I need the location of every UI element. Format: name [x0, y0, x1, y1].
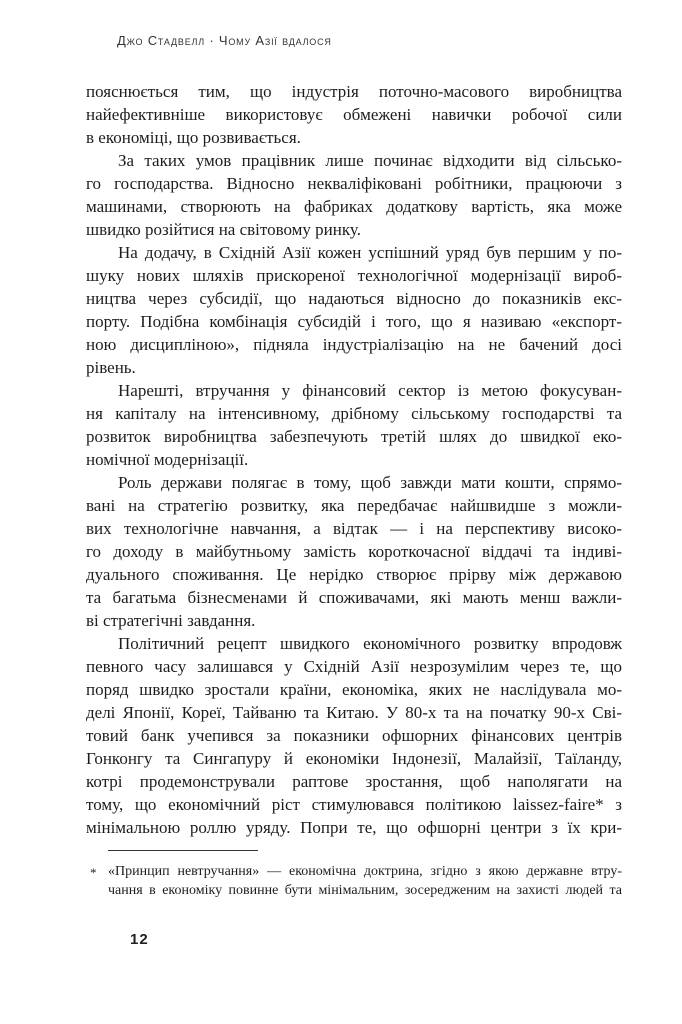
text-line: в економіці, що розвивається.: [86, 128, 301, 147]
text-line: «Принцип невтручання» — економічна доктрина, згідно з якою державне втру-: [108, 864, 622, 879]
text-line: рівень.: [86, 358, 136, 377]
text-line: найефективніше використовує обмежені навички робочої сили: [86, 105, 622, 124]
text-line: вані на стратегію розвитку, яка передбачає найшвидше з можли-: [86, 496, 622, 515]
text-line: машинами, створюють на фабриках додаткову вартість, яка може: [86, 197, 622, 216]
text-line: швидко розійтися на світовому ринку.: [86, 220, 361, 239]
text-line: порту. Подібна комбінація субсидій і того, що я називаю «експорт-: [86, 312, 622, 331]
text-line: поряд швидко зростали країни, економіка, яких не наслідувала мо-: [86, 680, 622, 699]
text-line: Політичний рецепт швидкого економічного розвитку впродовж: [118, 634, 622, 653]
text-line: певного часу залишався у Східній Азії незрозумілим через те, що: [86, 657, 622, 676]
text-line: Роль держави полягає в тому, щоб завжди мати кошти, спрямо-: [118, 473, 622, 492]
paragraph: [86, 632, 622, 839]
text-line: мінімальною роллю уряду. Попри те, що офшорні центри з їх кри-: [86, 818, 622, 837]
footnote: [86, 862, 622, 900]
text-line: та багатьма бізнесменами й споживачами, які мають менш важли-: [86, 588, 622, 607]
text-line: номічної модернізації.: [86, 450, 249, 469]
text-line: ною дисципліною», підняла індустріалізацію на не бачений досі: [86, 335, 622, 354]
text-line: делі Японії, Кореї, Тайваню та Китаю. У 80-х та на початку 90-х Сві-: [86, 703, 622, 722]
text-line: котрі продемонстрували раптове зростання, щоб наполягати на: [86, 772, 622, 791]
paragraph: [86, 379, 622, 471]
text-line: тому, що економічний ріст стимулювався політикою laissez-faire* з: [86, 795, 622, 814]
text-line: ня капіталу на інтенсивному, дрібному сільському господарстві та: [86, 404, 622, 423]
paragraph: [86, 241, 622, 379]
footnote-marker: *: [90, 865, 97, 880]
text-line: чання в економіку повинне бути мінімальним, зосередженим на захисті людей та: [108, 883, 622, 898]
text-line: пояснюється тим, що індустрія поточно-масового виробництва: [86, 82, 622, 101]
text-line: го господарства. Відносно некваліфіковані робітники, працюючи з: [86, 174, 622, 193]
text-line: ництва через субсидії, що надаються відносно до показників екс-: [86, 289, 622, 308]
paragraph: [86, 80, 622, 149]
text-line: ві стратегічні завдання.: [86, 611, 256, 630]
text-line: дуального споживання. Це нерідко створює прірву між державою: [86, 565, 622, 584]
paragraph: [86, 471, 622, 632]
footnote-separator: [108, 850, 258, 851]
running-head: Джо Стадвелл · Чому Азії вдалося: [117, 33, 332, 48]
text-line: За таких умов працівник лише починає відходити від сільсько-: [118, 151, 622, 170]
page-number: 12: [130, 931, 149, 948]
paragraph: [86, 149, 622, 241]
text-line: На додачу, в Східній Азії кожен успішний уряд був першим у по-: [118, 243, 622, 262]
text-line: товий банк учепився за показники офшорних фінансових центрів: [86, 726, 622, 745]
text-line: розвиток виробництва забезпечують третій шлях до швидкої еко-: [86, 427, 622, 446]
text-line: го доходу в майбутньому замість короткочасної віддачі та індиві-: [86, 542, 622, 561]
text-line: Гонконгу та Сингапуру й економіки Індонезії, Малайзії, Таїланду,: [86, 749, 622, 768]
text-line: вих технологічне навчання, а відтак — і на перспективу високо-: [86, 519, 622, 538]
footnote-lines: [108, 862, 622, 900]
text-line: Нарешті, втручання у фінансовий сектор із метою фокусуван-: [118, 381, 622, 400]
text-line: шуку нових шляхів прискореної технологічної модернізації вироб-: [86, 266, 622, 285]
body-text: [86, 80, 622, 839]
